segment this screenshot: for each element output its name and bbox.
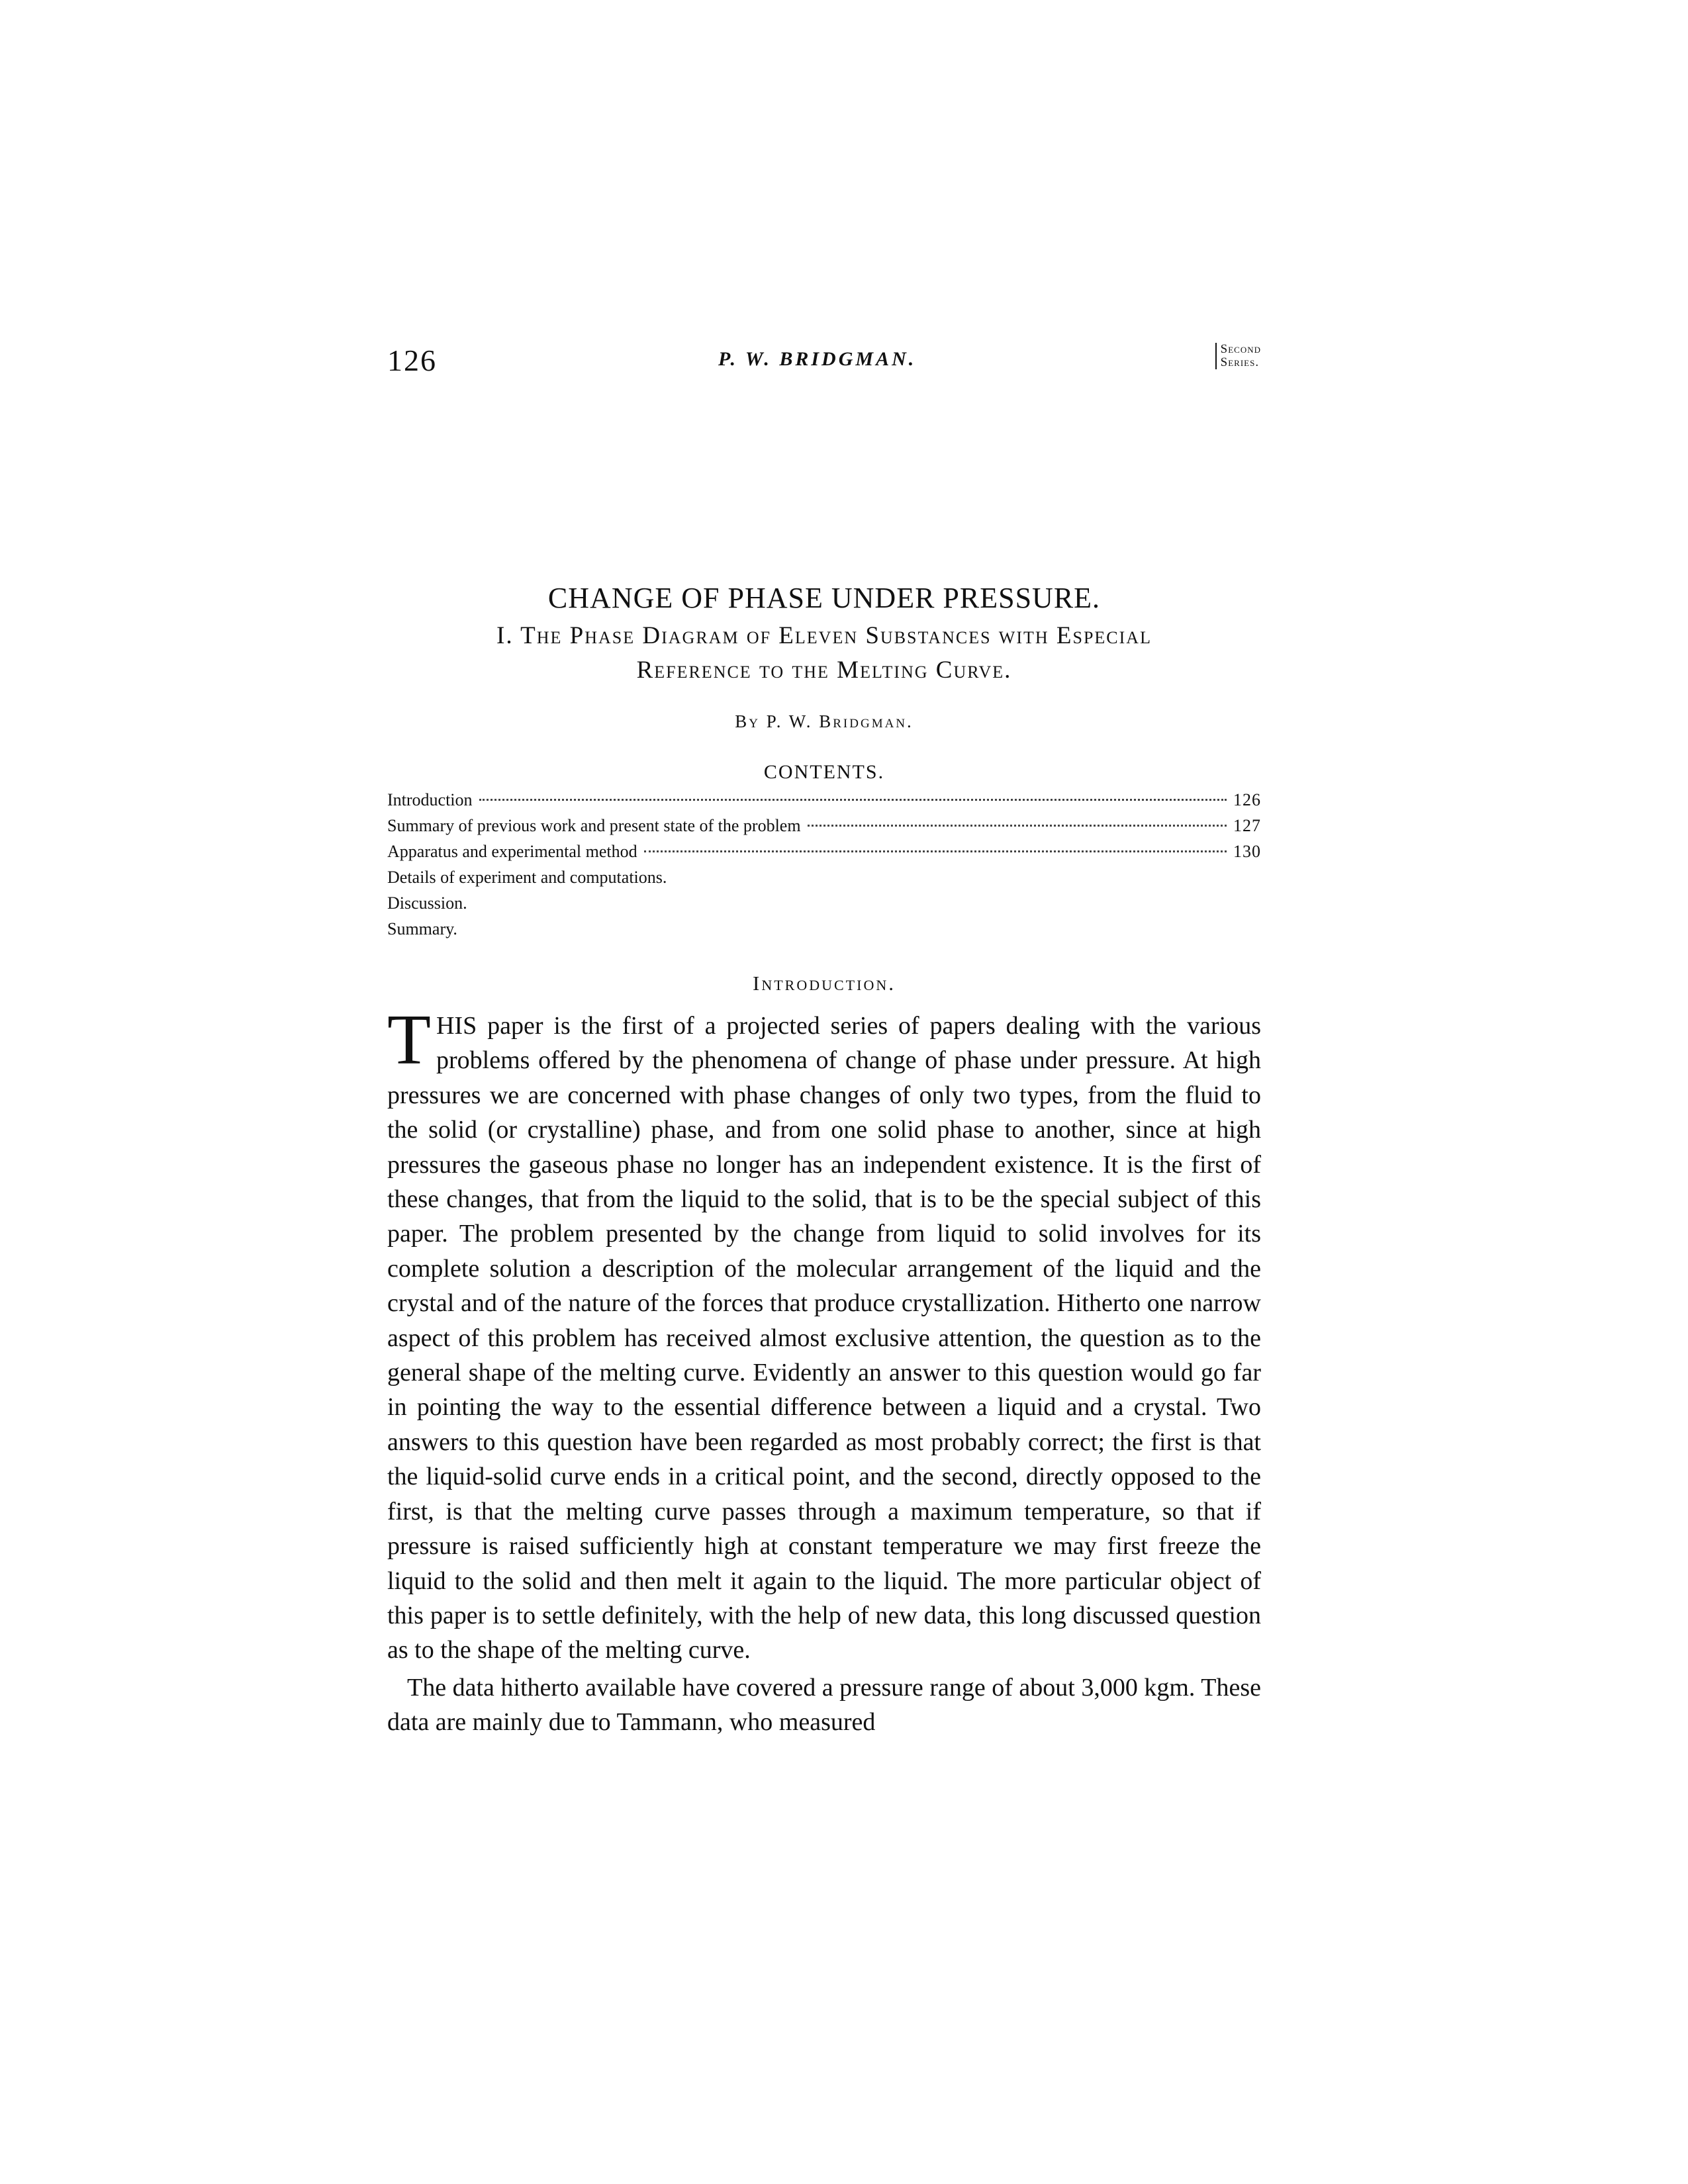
page-number: 126: [387, 343, 437, 377]
toc-entry-discussion: [387, 893, 1261, 919]
running-head: [387, 343, 1261, 383]
paper-subtitle: [387, 619, 1261, 688]
toc-label: Discussion.: [387, 893, 467, 913]
toc-leader-dots: [644, 850, 1227, 852]
toc-leader-dots: [808, 825, 1227, 827]
series-label: [1215, 343, 1261, 369]
paragraph: [387, 1001, 1261, 1668]
paragraph-text: HIS paper is the first of a projected series of papers dealing with the various problems offered by the phenomena of change of phase under pressure. At high pressures we are concerned with phase changes of only two types, from the fluid to the solid (or crystalline) phase, and from one solid phase to another, since at high pressures the gaseous phase no longer has an independent existence. It is the first of these changes, that from the liquid to the solid, that is to be the special subject of this paper. The problem presented by the change from liquid to solid involves for its complete solution a description of the molecular arrangement of the liquid and the crystal and of the nature of the forces that produce crystallization. Hitherto one narrow aspect of this problem has received almost exclusive attention, the question as to the general shape of the melting curve. Evidently an answer to this question would go far in pointing the way to the essential difference between a liquid and a crystal. Two answers to this question have been regarded as most probably correct; the first is that the liquid-solid curve ends in a critical point, and the second, directly opposed to the first, is that the melting curve passes through a maximum temperature, so that if pressure is raised sufficiently high at constant temperature we may first freeze the liquid to the solid and then melt it again to the liquid. The more particular object of this paper is to settle definitely, with the help of new data, this long discussed question as to the shape of the melting curve.: [387, 1012, 1261, 1664]
toc-entry-apparatus: [387, 842, 1261, 868]
drop-cap: T: [387, 1001, 431, 1079]
subtitle-line-2: Reference to the Melting Curve.: [636, 657, 1012, 684]
toc-entry-summary-previous-work: [387, 816, 1261, 842]
running-head-author: P. W. BRIDGMAN.: [718, 348, 917, 370]
series-line-1: Second: [1220, 342, 1261, 356]
series-line-2: Series.: [1220, 355, 1260, 369]
toc-entry-introduction: [387, 790, 1261, 816]
toc-page: 127: [1233, 816, 1261, 835]
table-of-contents: [387, 790, 1261, 945]
toc-entry-details: [387, 868, 1261, 893]
toc-label: Apparatus and experimental method: [387, 842, 637, 861]
toc-leader-dots: [479, 799, 1227, 801]
subtitle-line-1: I. The Phase Diagram of Eleven Substances with Especial: [496, 622, 1152, 649]
paragraph: The data hitherto available have covered a pressure range of about 3,000 kgm. These data are mainly due to Tammann, who measured: [387, 1673, 1261, 1737]
section-heading-introduction: Introduction.: [753, 972, 896, 995]
toc-label: Summary of previous work and present state of the problem: [387, 816, 801, 835]
toc-label: Introduction: [387, 790, 473, 809]
toc-page: 126: [1233, 790, 1261, 809]
toc-page: 130: [1233, 842, 1261, 861]
byline: By P. W. Bridgman.: [735, 711, 914, 731]
toc-label: Summary.: [387, 919, 457, 938]
contents-heading: CONTENTS.: [763, 761, 885, 783]
toc-entry-summary: [387, 919, 1261, 945]
introduction-body: [387, 1001, 1261, 1740]
paper-title: CHANGE OF PHASE UNDER PRESSURE.: [547, 582, 1101, 614]
toc-label: Details of experiment and computations.: [387, 868, 667, 887]
